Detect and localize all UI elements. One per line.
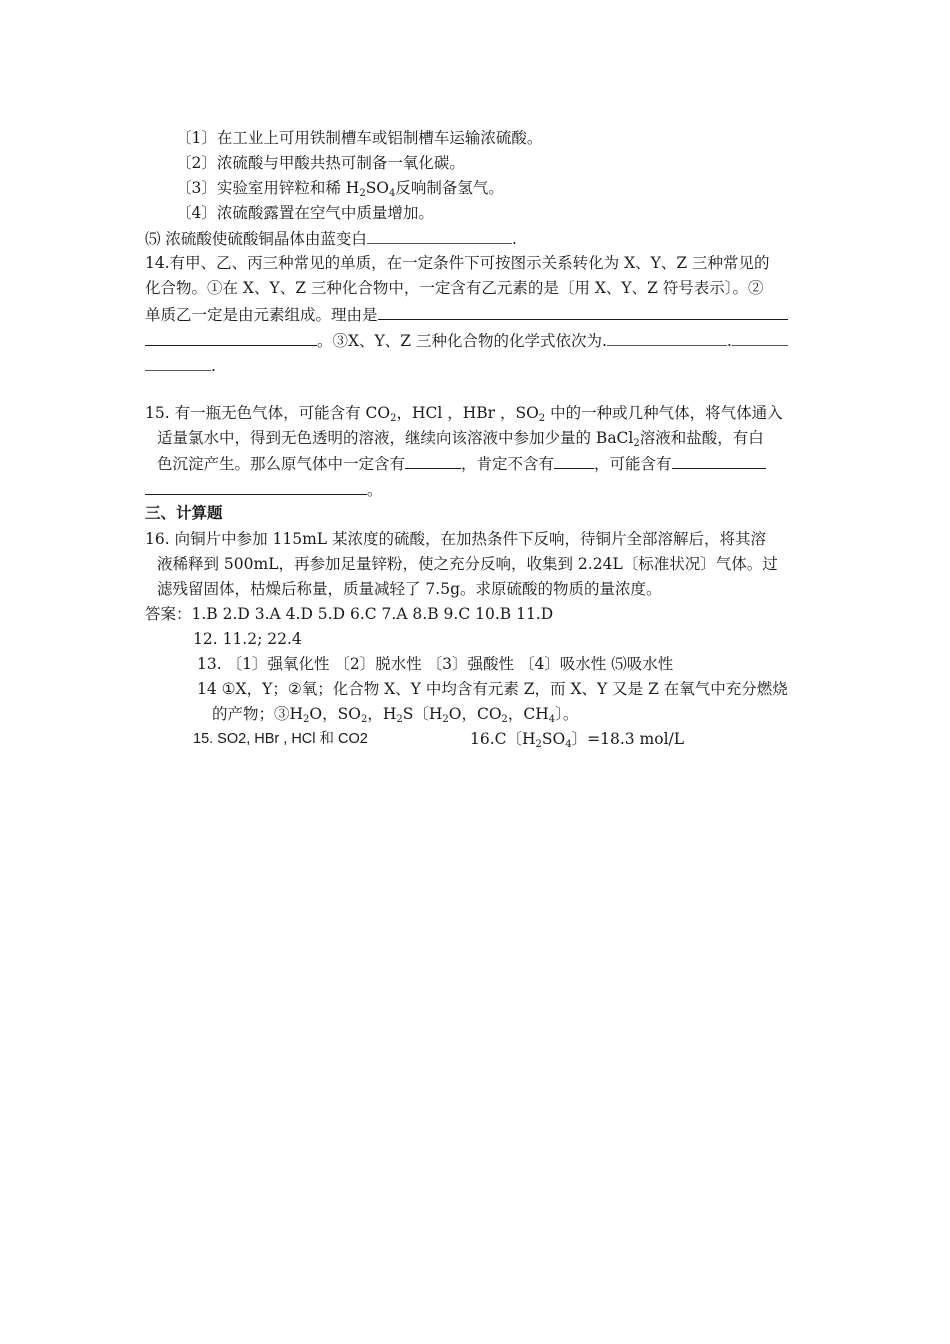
q13-item-4: 〔4〕浓硫酸露置在空气中质量增加。 [176,204,434,222]
q16-line-2: 液稀释到 500mL，再参加足量锌粉，使之充分反响，收集到 2.24L〔标准状况〕气体。过 [157,555,778,573]
section-heading: 三、计算题 [145,505,223,522]
answer-13: 13. 〔1〕强氧化性 〔2〕脱水性 〔3〕强酸性 〔4〕吸水性 ⑸吸水性 [197,655,674,673]
answer-blank [607,330,727,346]
answer-blank [145,330,317,346]
answers-line-1: 答案：1.B 2.D 3.A 4.D 5.D 6.C 7.A 8.B 9.C 10.B 11.D [145,605,554,623]
answer-blank [367,228,512,244]
q16-line-3: 滤残留固体，枯燥后称量，质量减轻了 7.5g。求原硫酸的物质的量浓度。 [157,580,662,598]
answer-12: 12. 11.2; 22.4 [193,630,302,648]
answer-15: 15. SO2, HBr , HCl 和 CO2 [193,731,368,747]
q14-line-1: 14.有甲、乙、丙三种常见的单质，在一定条件下可按图示关系转化为 X、Y、Z 三种常见的 [145,254,770,272]
answer-16: 16.C〔$H_2SO_4$〕=18.3 mol/L [470,730,685,750]
q14-line-5: . [145,355,216,376]
answer-blank [405,453,461,469]
answer-14-line-2: 的产物；$③H_2O$，$SO_2$，$H_2S$〔$H_2O$，$CO_2$，$CH_4$〕。 [212,705,579,725]
answer-blank [554,453,594,469]
q14-line-3: 单质乙一定是由元素组成。理由是 [145,304,788,325]
answer-blank [145,355,211,371]
answer-blank [378,304,788,320]
q13-item-3: 〔3〕实验室用锌粒和稀 $H_2SO_4$反响制备氢气。 [176,179,504,199]
q16-line-1: 16. 向铜片中参加 115mL 某浓度的硫酸，在加热条件下反响，待铜片全部溶解后，将其溶 [145,530,767,548]
q13-item-1: 〔1〕在工业上可用铁制槽车或铝制槽车运输浓硫酸。 [176,129,543,147]
q15-line-1: 15. 有一瓶无色气体，可能含有 $CO_2$，HCl ，HBr ，$SO_2$ 中的一种或几种气体，将气体通入 [145,404,783,424]
q15-line-2: 适量氯水中，得到无色透明的溶液，继续向该溶液中参加少量的 BaCl$_2$溶液和盐酸，有白 [157,429,764,449]
q14-line-2: 化合物。①在 X、Y、Z 三种化合物中，一定含有乙元素的是〔用 X、Y、Z 符号表示〕。② [145,279,764,297]
q15-line-3: 色沉淀产生。那么原气体中一定含有 ，肯定不含有 ，可能含有 [157,453,766,474]
answer-blank [732,330,788,346]
q13-item-2: 〔2〕浓硫酸与甲酸共热可制备一氧化碳。 [176,154,465,172]
answer-blank [145,479,367,495]
q14-line-4: 。③X、Y、Z 三种化合物的化学式依次为. . [145,330,788,351]
answer-14-line-1: 14 ①X，Y；②氧；化合物 X、Y 中均含有元素 Z，而 X、Y 又是 Z 在氧气中充分燃烧 [197,680,788,698]
q13-item-5: ⑸ 浓硫酸使硫酸铜晶体由蓝变白 . [145,230,517,248]
answer-blank [672,453,766,469]
q15-line-4: 。 [145,479,383,500]
